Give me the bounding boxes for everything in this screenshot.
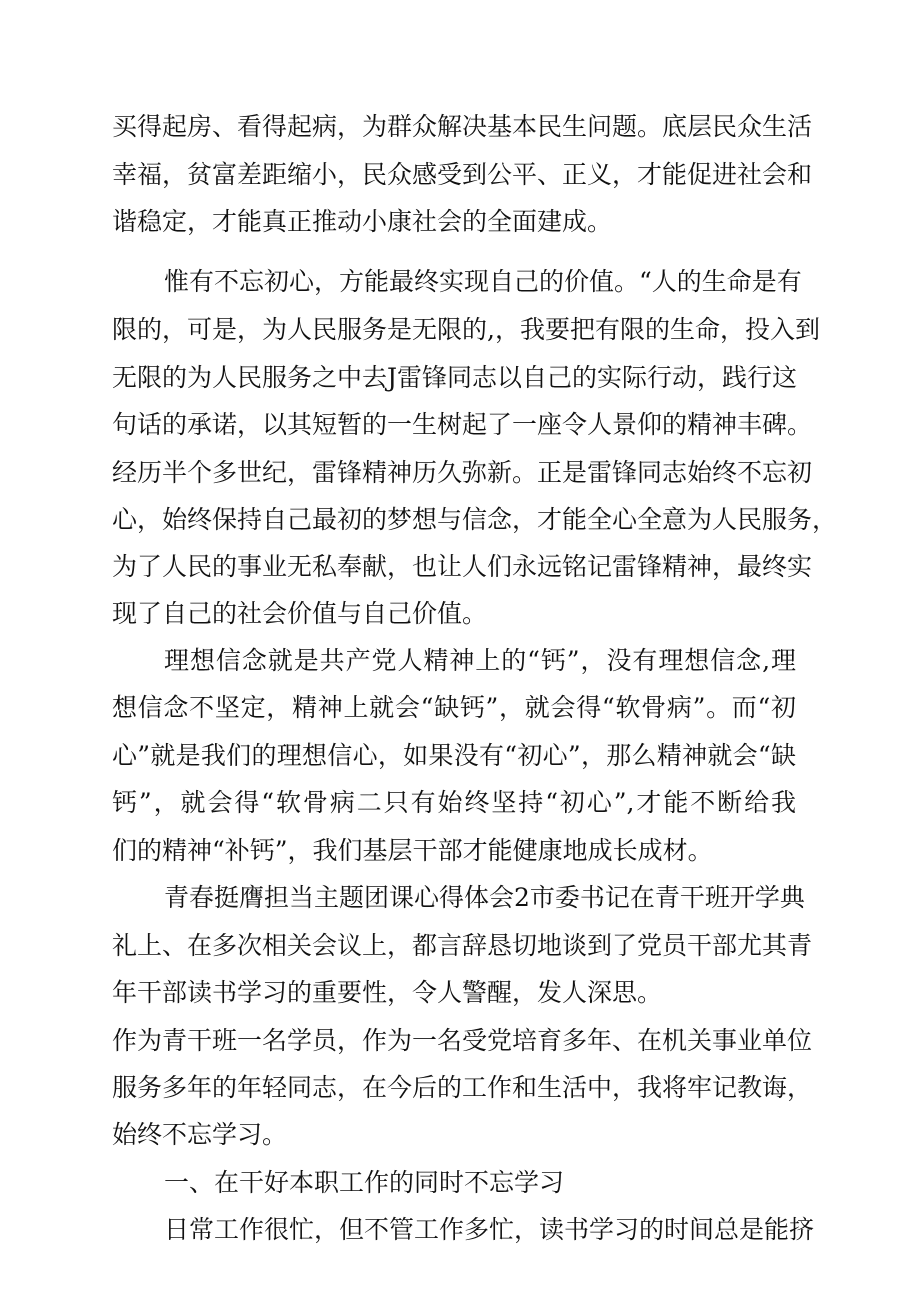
text-line: 现了自己的社会价值与自己价值。 — [112, 599, 488, 628]
text-line: 青春挺膺担当主题团课心得体会2市委书记在青干班开学典 — [164, 883, 805, 912]
text-line: 无限的为人民服务之中去J雷锋同志以自己的实际行动，践行这 — [112, 363, 798, 392]
text-line: 礼上、在多次相关会议上，都言辞恳切地谈到了党员干部尤其青 — [112, 931, 813, 960]
text-line: 始终不忘学习。 — [112, 1120, 288, 1149]
text-line: 谐稳定，才能真正推动小康社会的全面建成。 — [112, 207, 613, 236]
text-line: 心”就是我们的理想信心，如果没有“初心”，那么精神就会“缺 — [112, 741, 796, 770]
text-line: 限的，可是，为人民服务是无限的,，我要把有限的生命，投入到 — [112, 315, 820, 344]
text-line: 理想信念就是共产党人精神上的“钙”，没有理想信念,理 — [164, 646, 796, 675]
text-line: 为了人民的事业无私奉献，也让人们永远铭记雷锋精神，最终实 — [112, 552, 813, 581]
text-line: 惟有不忘初心，方能最终实现自己的价值。“人的生命是有 — [164, 267, 802, 296]
text-line: 幸福，贫富差距缩小，民众感受到公平、正义，才能促进社会和 — [112, 160, 813, 189]
text-line: 经历半个多世纪，雷锋精神历久弥新。正是雷锋同志始终不忘初 — [112, 458, 813, 487]
text-line: 钙”，就会得“软骨病二只有始终坚持“初心”,才能不断给我 — [112, 788, 796, 817]
text-line: 买得起房、看得起病，为群众解决基本民生问题。底层民众生活 — [112, 112, 813, 141]
text-line: 作为青干班一名学员，作为一名受党培育多年、在机关事业单位 — [112, 1026, 813, 1055]
text-line: 年干部读书学习的重要性，令人警醒，发人深思。 — [112, 978, 663, 1007]
text-line: 想信念不坚定，精神上就会“缺钙”，就会得“软骨病”。而“初 — [112, 693, 796, 722]
text-line: 日常工作很忙，但不管工作多忙，读书学习的时间总是能挤 — [164, 1215, 815, 1244]
text-line: 一、在干好本职工作的同时不忘学习 — [164, 1168, 565, 1197]
text-line: 们的精神“补钙”，我们基层干部才能健康地成长成材。 — [112, 836, 713, 865]
text-line: 句话的承诺，以其短暂的一生树起了一座令人景仰的精神丰碑。 — [112, 410, 813, 439]
text-line: 服务多年的年轻同志，在今后的工作和生活中，我将牢记教诲， — [112, 1073, 813, 1102]
text-line: 心，始终保持自己最初的梦想与信念，才能全心全意为人民服务， — [112, 505, 838, 534]
